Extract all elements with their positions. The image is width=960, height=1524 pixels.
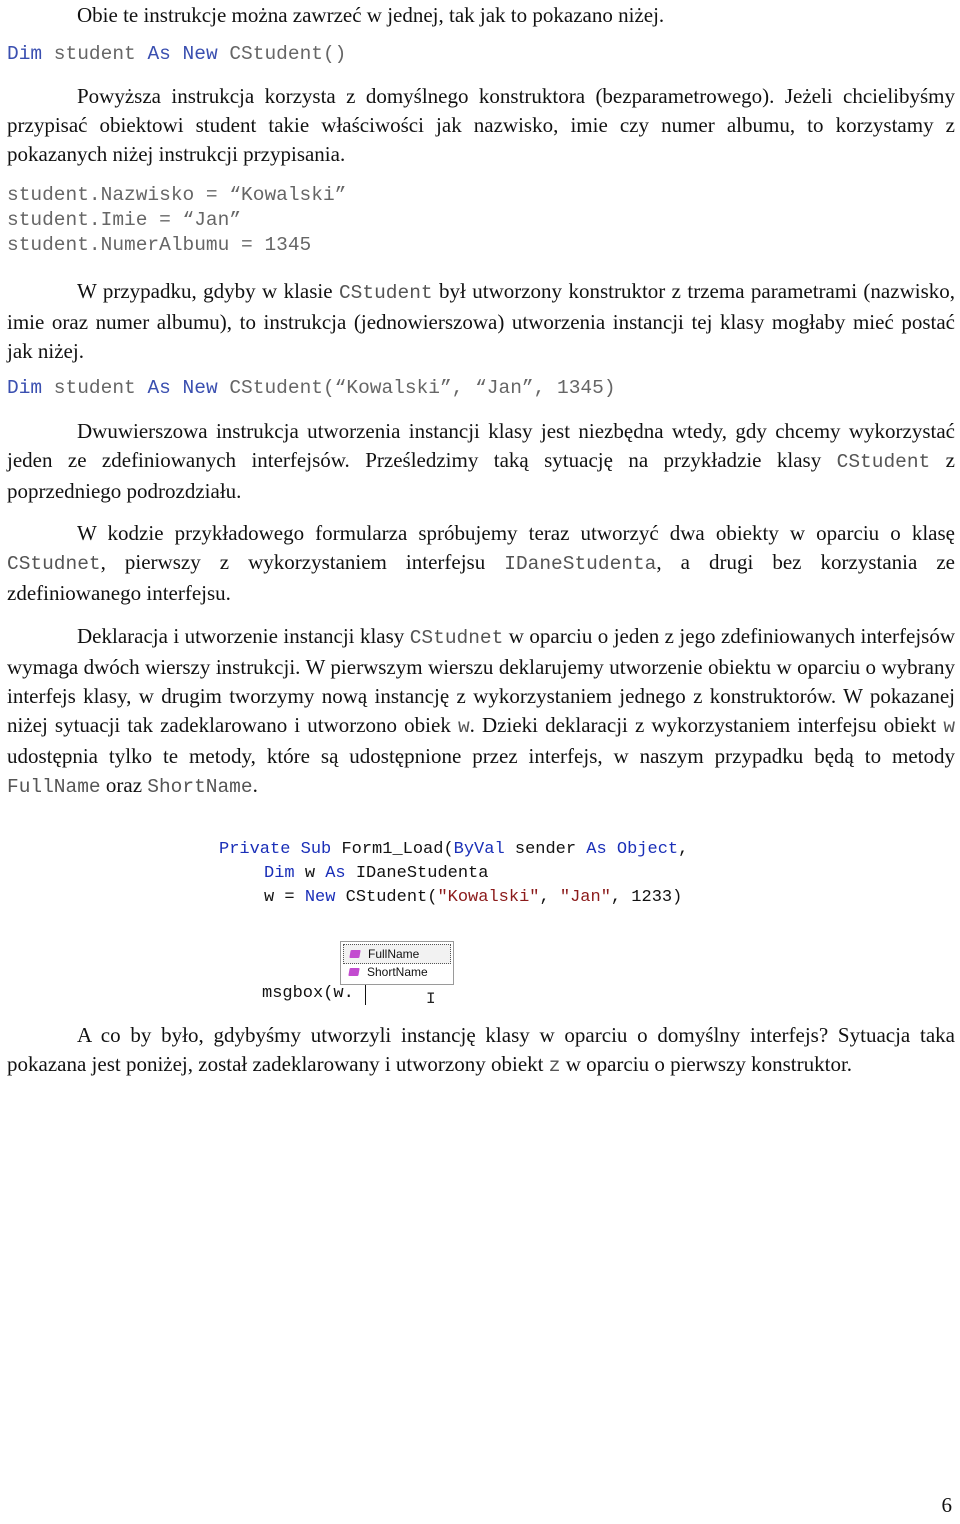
intellisense-item-shortname[interactable] [343, 963, 451, 981]
ide-keyword: New [304, 888, 336, 907]
method-icon [349, 950, 360, 958]
code-line: student.Imie = “Jan” [7, 209, 242, 231]
text: , pierwszy z wykorzystaniem interfejsu [100, 550, 505, 574]
ide-keyword: Sub [300, 840, 332, 859]
method-icon [348, 968, 359, 976]
text: z poprzedniego podrozdziału. [7, 448, 955, 503]
ide-keyword: Object [616, 840, 679, 859]
ibeam-cursor-icon: I [426, 990, 436, 1008]
ide-keyword: Private [219, 840, 291, 859]
ide-keyword: As [325, 864, 346, 883]
paragraph-two-line [7, 417, 955, 506]
ide-text: CStudent( [345, 888, 438, 907]
code-text: CStudent(“Kowalski”, “Jan”, 1345) [217, 377, 616, 399]
code-keyword: Dim [7, 377, 43, 399]
code-text: CStudent() [217, 43, 347, 65]
ide-text: , [539, 888, 560, 907]
text: A co by było, gdybyśmy utworzyli instancję klasy w oparciu o domyślny interfejs? Sytuacja taka pokazana jest poniżej, został zadeklarowany i utworzony obiekt [7, 1023, 955, 1076]
text: W przypadku, gdyby w klasie [77, 279, 339, 303]
text: w oparciu o jeden z jego zdefiniowanych interfejsów wymaga dwóch wierszy instrukcji. W pierwszym wierszu deklarujemy utworzenie obiektu w oparciu o wybrany interfejs klasy, w drugim tworzymy nową instancję z wykorzystaniem jednego z konstruktorów. W pokazanej niżej sytuacji tak zadeklarowano i utworzono obiek [7, 624, 955, 737]
inline-code: w [943, 716, 956, 738]
code-keyword: New [182, 43, 218, 65]
text: był utworzony konstruktor z trzema parametrami (nazwisko, imie oraz numer albumu), to instrukcja (jednowierszowa) utworzenia instancji tej klasy mogłaby mieć postać jak niżej. [7, 279, 955, 363]
ide-keyword: Dim [264, 864, 295, 883]
inline-code: ShortName [147, 776, 253, 798]
text: . Dzieki deklaracji z wykorzystaniem interfejsu obiekt [469, 713, 944, 737]
text: w oparciu o pierwszy konstruktor. [560, 1052, 853, 1076]
ide-line-form-load [219, 838, 688, 862]
inline-code: CStudent [836, 451, 931, 473]
paragraph-default-constructor: Powyższa instrukcja korzysta z domyślnego konstruktora (bezparametrowego). Jeżeli chcielibyśmy przypisać obiektowi student takie właściwości jak nazwisko, imie czy numer albumu, to korzystamy z pokazanych niżej instrukcji przypisania. [7, 84, 955, 166]
code-text [171, 377, 183, 399]
intellisense-item-label: FullName [368, 947, 420, 961]
ide-text: , 1233) [610, 888, 683, 907]
inline-code: w [457, 716, 470, 738]
text: udostępnia tylko te metody, które są udostępnione przez interfejs, w naszym przypadku będą to metody [7, 744, 955, 768]
intellisense-popup [340, 941, 454, 985]
ide-line-dim-w [264, 862, 488, 886]
inline-code: CStudnet [409, 627, 504, 649]
ide-line-new-cstudent [264, 886, 682, 910]
inline-code: CStudnet [7, 553, 101, 575]
code-line: student.Nazwisko = “Kowalski” [7, 184, 347, 206]
paragraph-three-params [7, 277, 955, 366]
code-text: student [42, 43, 148, 65]
inline-code: z [548, 1055, 561, 1077]
inline-code: FullName [7, 776, 101, 798]
intellisense-item-fullname[interactable] [343, 944, 451, 964]
text: oraz [100, 773, 148, 797]
ide-text: sender [514, 840, 577, 859]
paragraph-two-objects [7, 519, 955, 608]
code-keyword: New [182, 377, 218, 399]
ide-keyword: ByVal [453, 840, 505, 859]
ide-keyword: As [586, 840, 607, 859]
ide-string: "Jan" [559, 888, 611, 907]
paragraph-declaration [7, 622, 955, 802]
paragraph-intro: Obie te instrukcje można zawrzeć w jednej, tak jak to pokazano niżej. [77, 3, 665, 27]
code-line: student.NumerAlbumu = 1345 [7, 234, 312, 256]
text: W kodzie przykładowego formularza spróbujemy teraz utworzyć dwa obiekty w oparciu o klasę [77, 521, 955, 545]
code-keyword: As [147, 377, 171, 399]
code-line-dim-student-params [7, 376, 955, 401]
intellisense-item-label: ShortName [367, 965, 428, 979]
text: Deklaracja i utworzenie instancji klasy [77, 624, 410, 648]
ide-text: IDaneStudenta [355, 864, 489, 883]
text: . [252, 773, 258, 797]
paragraph-default-interface [7, 1021, 955, 1081]
text-caret [365, 985, 366, 1005]
code-keyword: Dim [7, 43, 43, 65]
ide-string: "Kowalski" [437, 888, 540, 907]
code-text: student [42, 377, 148, 399]
ide-text: , [678, 840, 689, 859]
inline-code: CStudent [338, 282, 433, 304]
code-text [171, 43, 183, 65]
code-assignments [7, 183, 955, 258]
page-number: 6 [941, 1493, 952, 1517]
ide-text: Form1_Load( [341, 840, 454, 859]
text: Dwuwierszowa instrukcja utworzenia instancji klasy jest niezbędna wtedy, gdy chcemy wykorzystać jeden ze zdefiniowanych interfejsów. Prześledzimy taką sytuację na przykładzie klasy [7, 419, 955, 472]
inline-code: IDaneStudenta [504, 553, 657, 575]
code-keyword: As [147, 43, 171, 65]
ide-text: w [304, 864, 316, 883]
code-line-dim-student [7, 42, 955, 67]
ide-text: w = [264, 888, 305, 907]
text: , a drugi bez korzystania ze zdefiniowanego interfejsu. [7, 550, 955, 605]
ide-line-msgbox: msgbox(w. [262, 984, 354, 1003]
